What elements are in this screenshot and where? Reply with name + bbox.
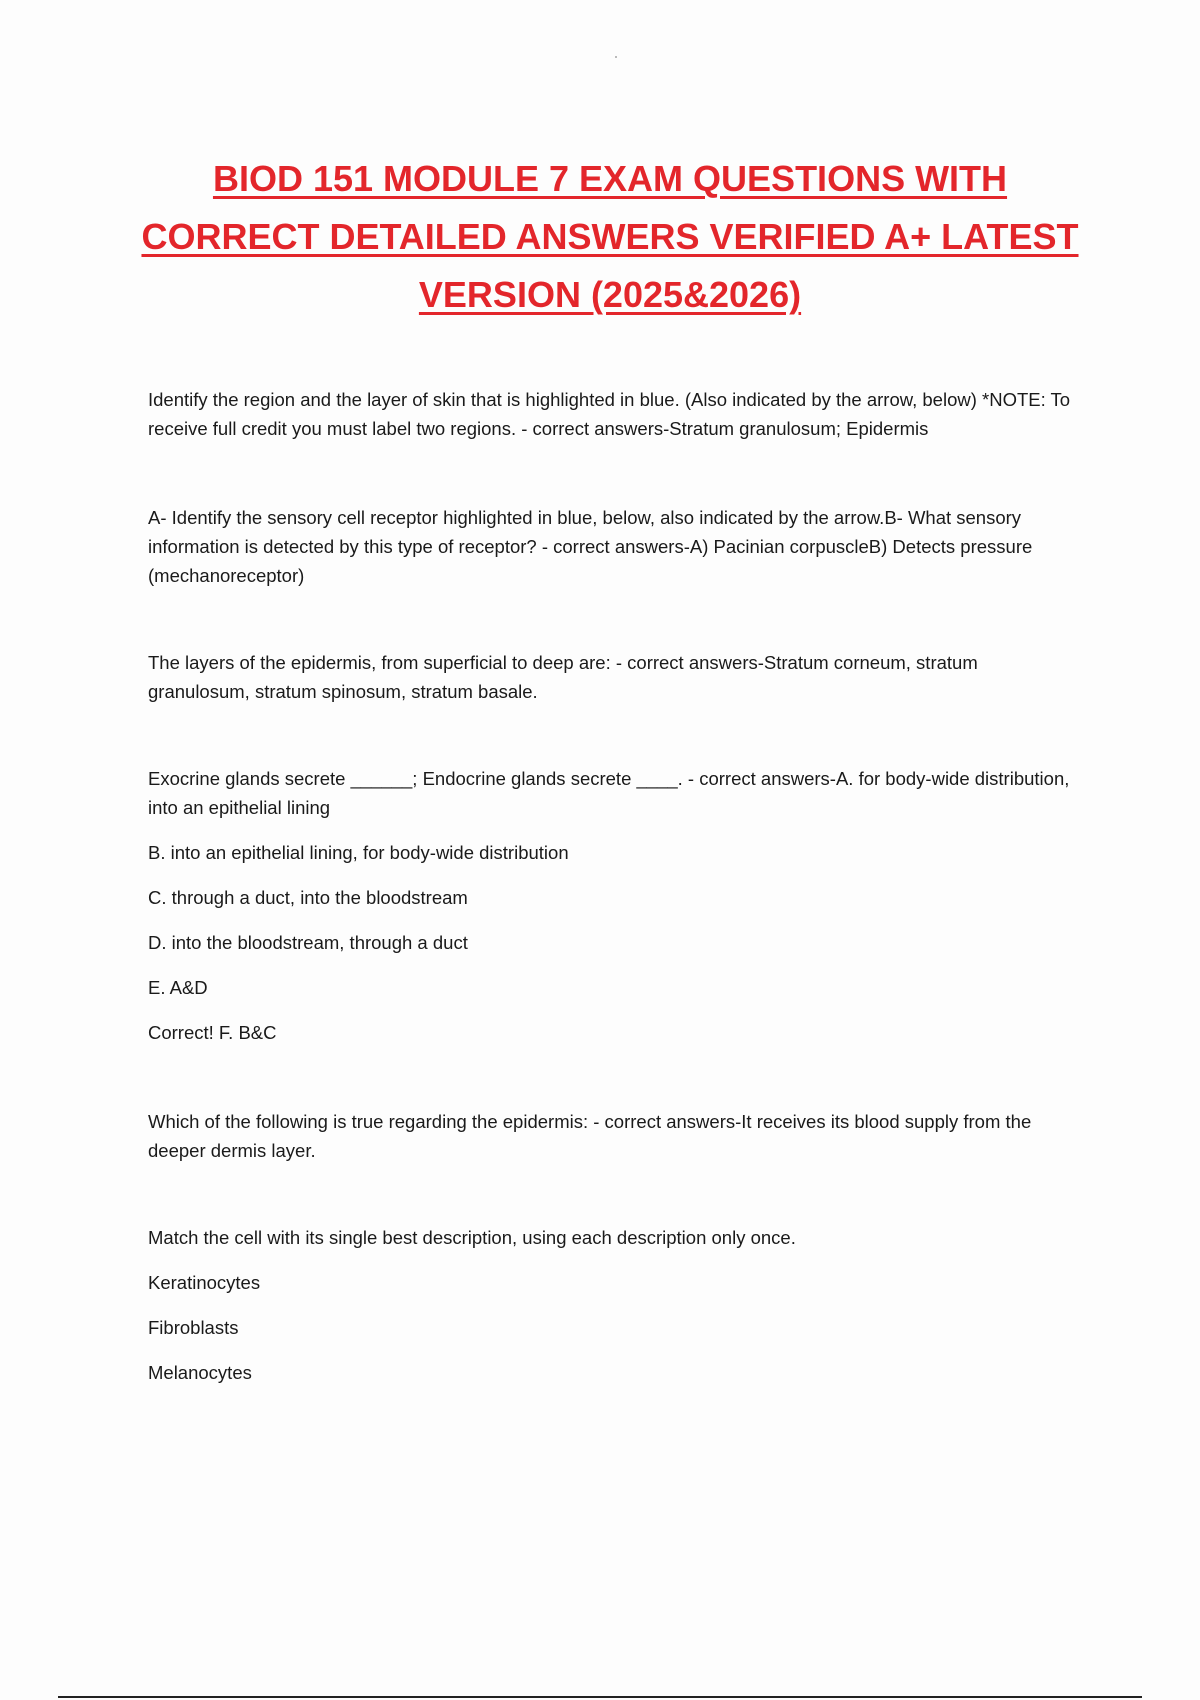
answer-option: B. into an epithelial lining, for body-wide distribution: [148, 842, 569, 863]
question-epidermis-truth: Which of the following is true regarding the epidermis: - correct answers-It receives its blood supply from the deeper dermis layer.: [148, 1111, 1032, 1161]
answer-option: C. through a duct, into the bloodstream: [148, 887, 468, 908]
footer-rule: [58, 1696, 1142, 1698]
match-item: Fibroblasts: [148, 1317, 239, 1338]
question-skin-layer: Identify the region and the layer of skin that is highlighted in blue. (Also indicated by the arrow, below) *NOTE: To receive full credit you must label two regions. - correct answers-Stratum granulosum; Epidermis: [148, 389, 1071, 439]
answer-option: D. into the bloodstream, through a duct: [148, 932, 468, 953]
answer-option: E. A&D: [148, 977, 208, 998]
question-match-stem: Match the cell with its single best description, using each description only once.: [148, 1227, 796, 1248]
question-sensory-receptor: A- Identify the sensory cell receptor highlighted in blue, below, also indicated by the arrow.B- What sensory information is detected by this type of receptor? - correct answers-A) Pacinian corpuscleB) Detects pressure (mechanoreceptor): [148, 507, 1033, 586]
document-title: BIOD 151 MODULE 7 EXAM QUESTIONS WITH CORRECT DETAILED ANSWERS VERIFIED A+ LATEST VERSION (2025&2026): [141, 158, 1079, 315]
question-epidermis-layers: The layers of the epidermis, from superficial to deep are: - correct answers-Stratum corneum, stratum granulosum, stratum spinosum, stratum basale.: [148, 652, 978, 702]
answer-option-correct: Correct! F. B&C: [148, 1022, 277, 1043]
scan-artifact: [615, 56, 617, 58]
document-body: [148, 385, 1078, 1387]
match-item: Melanocytes: [148, 1362, 252, 1383]
question-match-cells: [148, 1223, 1078, 1387]
question-glands: [148, 764, 1078, 1047]
question-glands-stem: Exocrine glands secrete ______; Endocrine glands secrete ____. - correct answers-A. for body-wide distribution, into an epithelial lining: [148, 768, 1070, 818]
match-item: Keratinocytes: [148, 1272, 261, 1293]
